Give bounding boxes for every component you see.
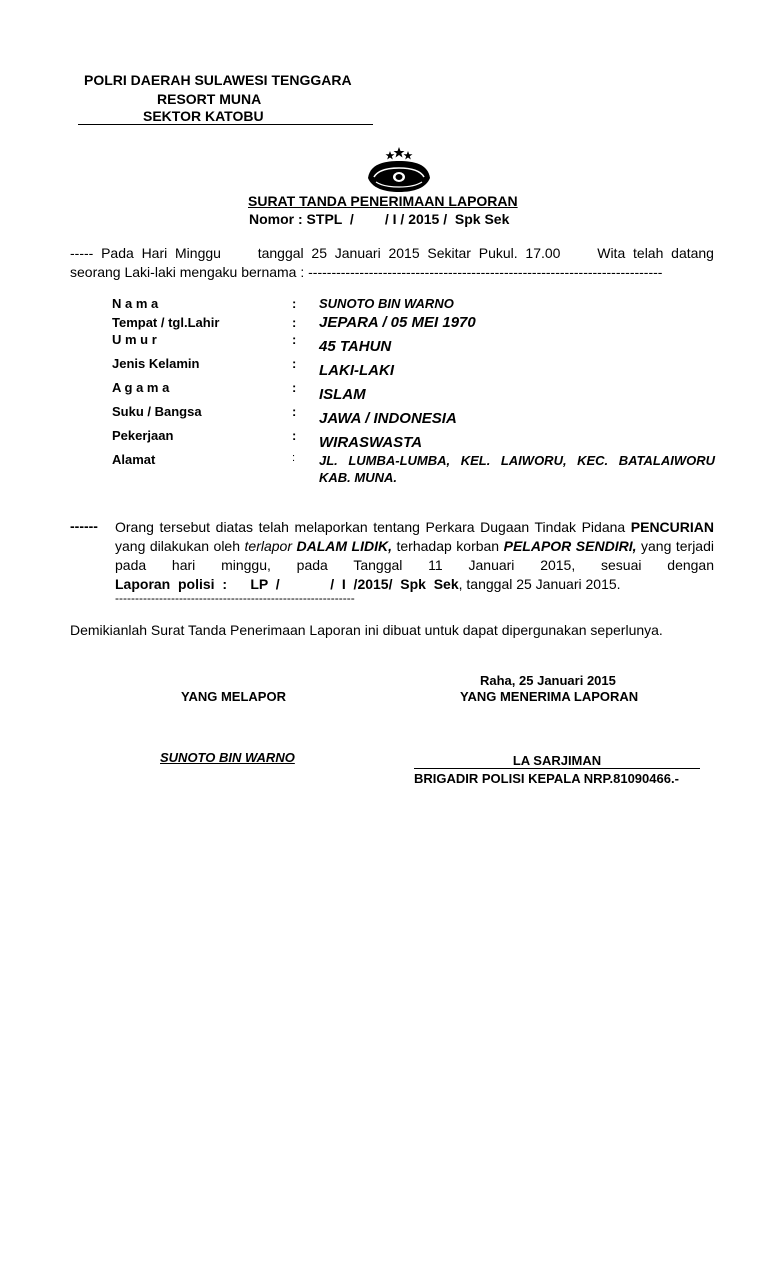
value-alamat: JL. LUMBA-LUMBA, KEL. LAIWORU, KEC. BATALAIWORU KAB. MUNA. [319,453,715,485]
header-line-2: RESORT MUNA [157,91,262,107]
intro-paragraph [70,244,714,282]
report-text-1: Orang tersebut diatas telah melaporkan tentang Perkara Dugaan Tindak Pidana [115,519,631,535]
header-line-3: SEKTOR KATOBU [143,108,264,124]
label-ttl: Tempat / tgl.Lahir [112,315,220,330]
report-terlapor: terlapor [244,538,292,554]
closing-statement: Demikianlah Surat Tanda Penerimaan Laporan ini dibuat untuk dapat dipergunakan seperlunya. [70,622,663,638]
left-signatory-name: SUNOTO BIN WARNO [160,750,295,765]
colon-pekerjaan: : [292,428,297,443]
value-ttl: JEPARA / 05 MEI 1970 [319,314,476,331]
value-agama: ISLAM [319,386,366,403]
report-paragraph [115,518,714,594]
report-text-5: , tanggal 25 Januari 2015. [458,576,621,592]
header-underline [78,124,373,125]
colon-umur: : [292,332,297,347]
report-victim: PELAPOR SENDIRI, [503,538,637,554]
document-number: Nomor : STPL / / I / 2015 / Spk Sek [249,211,510,227]
right-signature-line [414,768,700,769]
colon-nama: : [292,296,297,311]
colon-suku: : [292,404,297,419]
value-suku: JAWA / INDONESIA [319,410,457,427]
report-text-4: yang terjadi pada hari minggu, pada Tanggal 11 Januari 2015, sesuai dengan [115,538,714,573]
label-nama: N a m a [112,296,159,311]
value-jenis-kelamin: LAKI-LAKI [319,362,394,379]
colon-jenis-kelamin: : [292,356,297,371]
report-text-3: terhadap korban [392,538,504,554]
colon-ttl: : [292,315,297,330]
value-pekerjaan: WIRASWASTA [319,434,423,451]
colon-alamat: : [292,452,296,464]
label-agama: A g a m a [112,380,170,395]
label-umur: U m u r [112,332,157,347]
right-signatory-name: LA SARJIMAN [512,753,602,768]
colon-agama: : [292,380,297,395]
label-alamat: Alamat [112,452,156,467]
intro-part-c: Wita telah datang [597,245,714,261]
polri-emblem-icon [364,146,434,194]
report-text-2: yang dilakukan oleh [115,538,245,554]
place-date: Raha, 25 Januari 2015 [480,673,616,688]
intro-part-b: tanggal 25 Januari 2015 Sekitar Pukul. 17.00 [257,245,561,261]
report-status: DALAM LIDIK, [291,538,392,554]
intro-part-a: ----- Pada Hari Minggu [70,245,221,261]
report-dashes: ------------------------------------------------------------ [115,591,355,605]
document-title: SURAT TANDA PENERIMAAN LAPORAN [248,193,518,209]
right-signatory-rank: BRIGADIR POLISI KEPALA NRP.81090466.- [414,771,679,786]
intro-line-2: seorang Laki-laki mengaku bernama : ---------------------------------------------------------------------------- [70,264,663,280]
label-suku: Suku / Bangsa [112,404,202,419]
label-pekerjaan: Pekerjaan [112,428,174,443]
report-lp-number: Laporan polisi : LP / / I /2015/ Spk Sek [115,576,459,592]
value-nama: SUNOTO BIN WARNO [319,296,454,311]
right-signatory-title: YANG MENERIMA LAPORAN [460,689,639,704]
label-jenis-kelamin: Jenis Kelamin [112,356,200,371]
header-line-1: POLRI DAERAH SULAWESI TENGGARA [84,72,352,88]
report-lead-dashes: ------ [70,518,98,534]
left-signatory-title: YANG MELAPOR [181,689,286,704]
value-umur: 45 TAHUN [319,338,392,355]
report-crime: PENCURIAN [630,519,714,535]
